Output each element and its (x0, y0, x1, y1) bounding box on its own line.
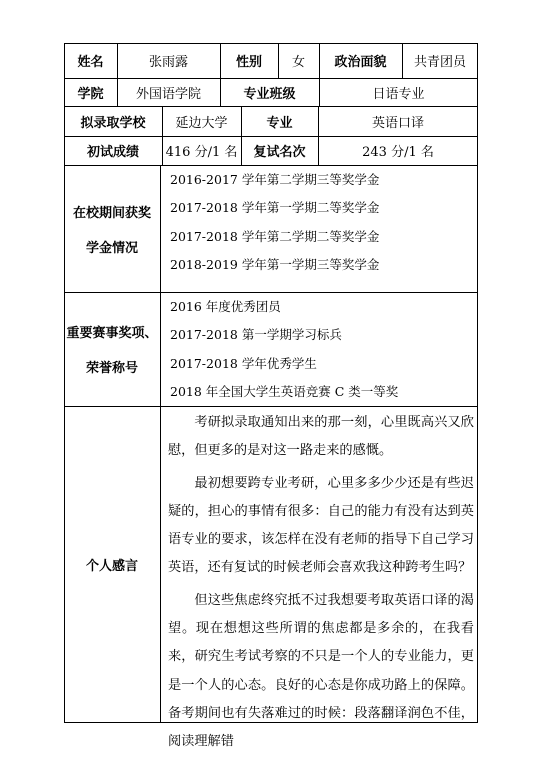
honors-label-line1: 重要赛事奖项、 (66, 326, 158, 341)
college-value: 外国语学院 (135, 86, 201, 102)
major-label: 专业班级 (243, 86, 296, 102)
honors-list (170, 293, 398, 406)
name-label: 姓名 (77, 55, 104, 70)
college-label: 学院 (77, 86, 104, 102)
target-major-value: 英语口译 (371, 115, 424, 131)
statement-text (168, 409, 474, 750)
scholarship-label (64, 165, 160, 292)
admit-school-value: 延边大学 (175, 115, 228, 131)
list-item: 2018 年全国大学生英语竞赛 C 类一等奖 (170, 383, 399, 399)
scholarship-list (170, 166, 379, 279)
list-item: 2017-2018 学年第一学期二等奖学金 (170, 200, 380, 216)
politics-value: 共青团员 (413, 55, 466, 70)
honors-label-line2: 荣誉称号 (85, 361, 138, 376)
retest-rank-label: 复试名次 (253, 145, 306, 160)
retest-rank-value: 243 分/1 名 (362, 145, 434, 160)
statement-paragraph: 但这些焦虑终究抵不过我想要考取英语口译的渴望。现在想想这些所谓的焦虑都是多余的，在我看来，研究生考试考察的不只是一个人的专业能力，更是一个人的心态。良好的心态是你成功路上的保障。备考期间也有失落难过的时候：段落翻译润色不佳，阅读理解错 (168, 592, 474, 750)
statement-paragraph: 最初想要跨专业考研，心里多多少少还是有些迟疑的，担心的事情有很多：自己的能力有没有达到英语专业的要求，该怎样在没有老师的指导下自己学习英语，还有复试的时候老师会喜欢我这种跨考生吗？ (168, 475, 474, 576)
scholarship-label-line2: 学金情况 (85, 240, 138, 256)
name-value: 张雨露 (148, 55, 188, 70)
statement-label: 个人感言 (85, 559, 138, 574)
list-item: 2018-2019 学年第一学期三等奖学金 (170, 256, 380, 272)
list-item: 2016 年度优秀团员 (170, 299, 281, 314)
list-item: 2017-2018 学年优秀学生 (170, 355, 317, 371)
list-item: 2017-2018 学年第二学期二等奖学金 (170, 228, 380, 244)
scholarship-label-line1: 在校期间获奖 (72, 205, 151, 221)
statement-paragraph: 考研拟录取通知出来的那一刻，心里既高兴又欣慰，但更多的是对这一路走来的感慨。 (168, 415, 474, 459)
major-value: 日语专业 (372, 86, 425, 102)
col-divider (160, 165, 161, 723)
list-item: 2016-2017 学年第二学期三等奖学金 (170, 172, 380, 187)
honors-label (64, 292, 160, 406)
gender-label: 性别 (235, 55, 262, 70)
politics-label: 政治面貌 (334, 55, 387, 70)
admit-school-label: 拟录取学校 (80, 115, 146, 131)
initial-score-value: 416 分/1 名 (165, 145, 238, 160)
list-item: 2017-2018 第一学期学习标兵 (170, 327, 342, 343)
target-major-label: 专业 (266, 115, 293, 131)
gender-value: 女 (291, 55, 305, 70)
initial-score-label: 初试成绩 (86, 145, 139, 160)
